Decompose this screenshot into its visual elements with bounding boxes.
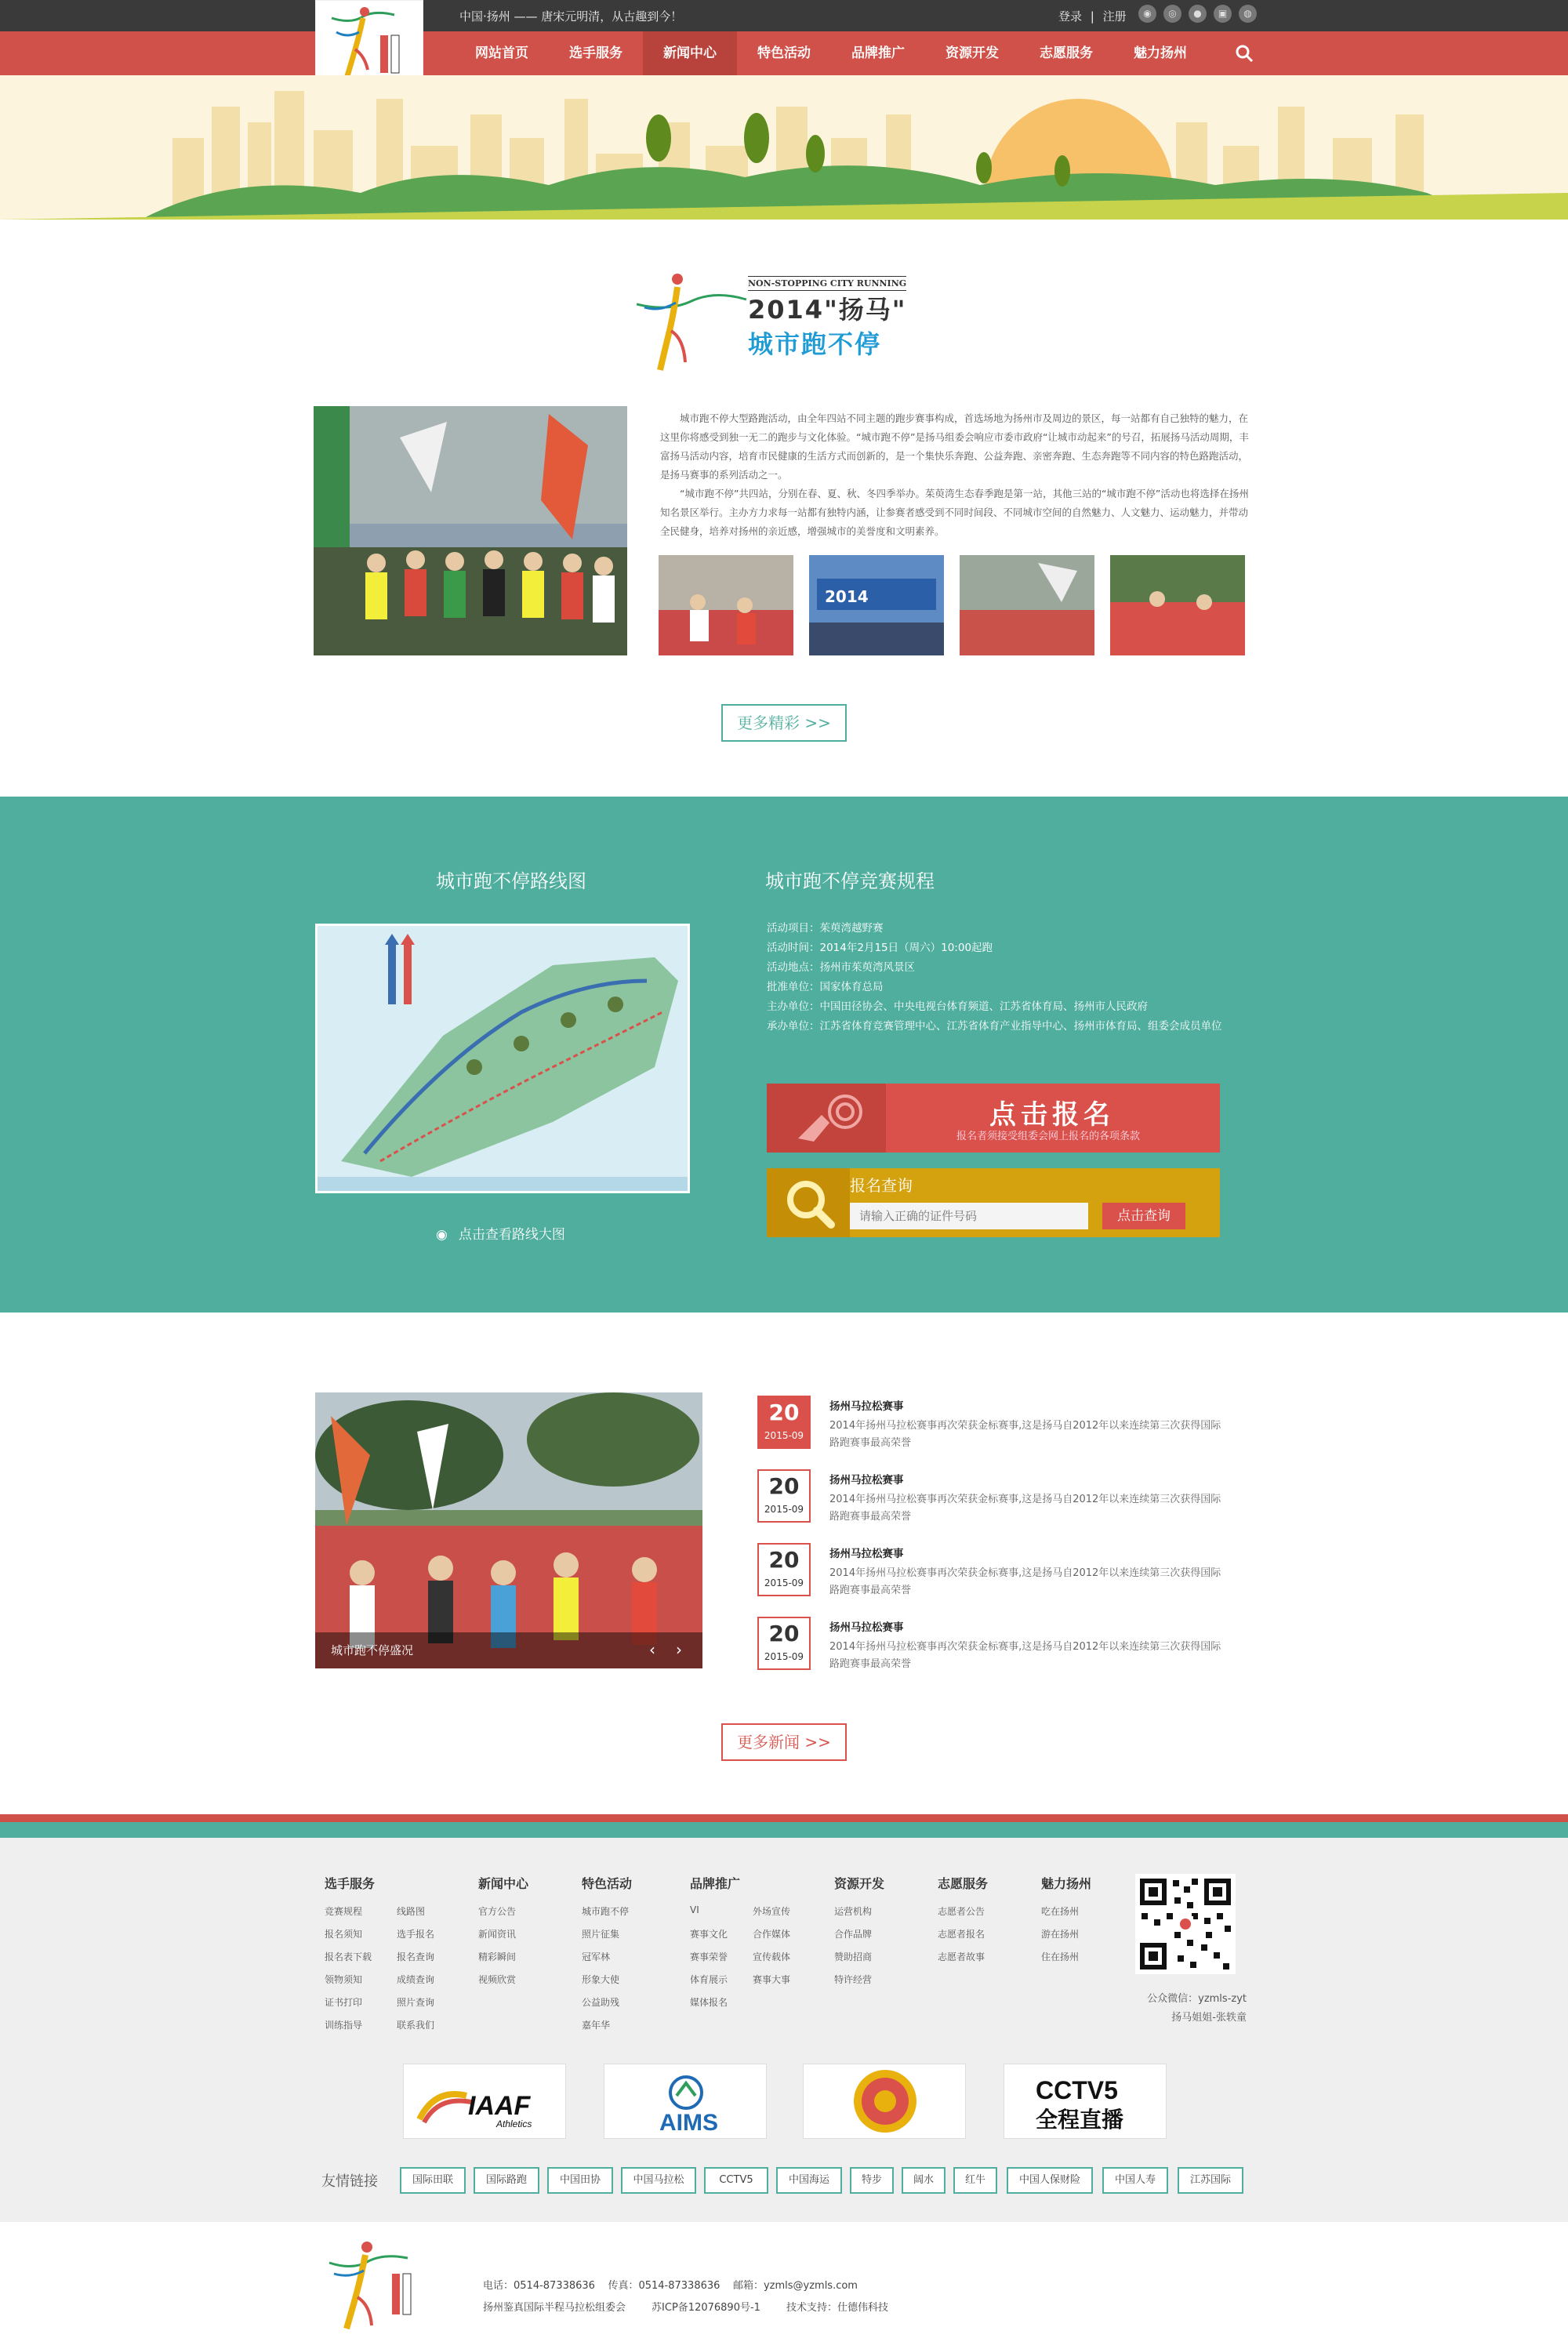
footer-link[interactable]: 志愿者报名 [938, 1929, 985, 1940]
news-date [757, 1396, 811, 1449]
query-icon-area [767, 1168, 850, 1237]
query-label: 报名查询 [850, 1176, 913, 1195]
footer-stripe-red [0, 1814, 1568, 1822]
footer-link[interactable]: VI [690, 1904, 699, 1915]
signup-query-panel [767, 1168, 1220, 1237]
news-item[interactable] [757, 1543, 1251, 1601]
contact-line-2: 扬州鉴真国际半程马拉松组委会 苏ICP备12076890号-1 技术支持：仕德伟科技 [483, 2302, 888, 2314]
register-link[interactable]: 注册 [1102, 9, 1127, 24]
hand-click-icon [767, 1084, 886, 1153]
footer-col-title: 资源开发 [834, 1876, 885, 1891]
friend-link[interactable]: 中国人保财险 [1007, 2167, 1093, 2194]
footer-link[interactable]: 媒体报名 [690, 1997, 728, 2008]
live-text: 全程直播 [1036, 2107, 1124, 2133]
news-item[interactable] [757, 1617, 1251, 1675]
footer-link[interactable]: 宣传载体 [753, 1951, 791, 1962]
main-nav [0, 31, 1568, 75]
footer-link[interactable]: 成绩查询 [397, 1974, 435, 1985]
login-link[interactable]: 登录 [1058, 9, 1083, 24]
footer-link[interactable]: 报名须知 [325, 1929, 363, 1940]
view-route-link[interactable] [436, 1223, 565, 1243]
iaaf-text: IAAF [468, 2091, 531, 2121]
signup-title: 点击报名 [989, 1099, 1115, 1131]
footer-col-title: 特色活动 [582, 1876, 633, 1891]
route-title: 城市跑不停路线图 [436, 870, 586, 892]
rules-line: 主办单位：中国田径协会、中央电视台体育频道、江苏省体育局、扬州市人民政府 [767, 1000, 1148, 1013]
thumbnail-4[interactable] [1110, 555, 1245, 655]
friend-link[interactable]: 国际田联 [400, 2167, 466, 2194]
marathon-crowd-photo [314, 406, 627, 655]
news-day: 20 [768, 1621, 800, 1646]
rules-title: 城市跑不停竞赛规程 [765, 870, 935, 892]
friend-link[interactable]: 中国海运 [776, 2167, 842, 2194]
nav-item-home[interactable]: 网站首页 [475, 45, 528, 61]
news-date [757, 1617, 811, 1670]
rules-line: 活动项目：茱萸湾越野赛 [767, 922, 884, 935]
footer-link[interactable]: 嘉年华 [582, 2020, 611, 2031]
footer-link[interactable]: 新闻资讯 [478, 1929, 517, 1940]
footer-link[interactable]: 联系我们 [397, 2020, 435, 2031]
footer-link[interactable]: 选手报名 [397, 1929, 435, 1940]
news-year-month: 2015-09 [764, 1651, 804, 1662]
search-icon[interactable] [1233, 42, 1255, 64]
news-summary: 2014年扬州马拉松赛事再次荣获金标赛事,这是扬马自2012年以来连续第三次获得国际路跑赛事最高荣誉 [829, 1641, 1221, 1670]
douban-icon[interactable]: ▣ [1214, 5, 1232, 23]
footer-link[interactable]: 照片征集 [582, 1929, 620, 1940]
footer-link[interactable]: 城市跑不停 [582, 1906, 630, 1917]
footer-col-title: 魅力扬州 [1041, 1876, 1092, 1891]
intro-photo[interactable] [314, 406, 627, 655]
thumbnail-2[interactable] [809, 555, 944, 655]
footer-link[interactable]: 赛事大事 [753, 1974, 791, 1985]
footer-col-news [478, 1874, 528, 1986]
footer-link[interactable]: 运营机构 [834, 1906, 873, 1917]
news-summary: 2014年扬州马拉松赛事再次荣获金标赛事,这是扬马自2012年以来连续第三次获得国际路跑赛事最高荣誉 [829, 1494, 1221, 1523]
logo-sub-text: 城市跑不停 [748, 329, 882, 359]
contact-line-1: 电话：0514-87338636 传真：0514-87338636 邮箱：yzmls@yzmls.com [483, 2280, 858, 2292]
nav-item-activities[interactable]: 特色活动 [757, 45, 811, 61]
intro-thumbnails [659, 555, 1245, 655]
rules-line: 批准单位：国家体育总局 [767, 981, 884, 993]
rules-line: 活动时间：2014年2月15日（周六）10:00起跑 [767, 942, 993, 954]
news-day: 20 [768, 1400, 800, 1425]
cctv5-text: CCTV5 [1036, 2076, 1118, 2104]
query-button[interactable]: 点击查询 [1102, 1203, 1185, 1229]
signup-subtitle: 报名者须接受组委会网上报名的各项条款 [956, 1131, 1141, 1142]
partner-caa[interactable] [803, 2064, 966, 2139]
footer-stripe-teal [0, 1822, 1568, 1838]
footer-link[interactable]: 特许经营 [834, 1974, 873, 1985]
partner-aims[interactable] [604, 2064, 767, 2139]
logo-title-text: 2014"扬马" [748, 295, 907, 325]
rules-line: 承办单位：江苏省体育竞赛管理中心、江苏省体育产业指导中心、扬州市体育局、组委会成员单位 [767, 1020, 1222, 1033]
renren-icon[interactable]: ● [1189, 5, 1207, 23]
footer-link[interactable]: 赛事文化 [690, 1929, 728, 1940]
footer-link[interactable]: 赛事荣誉 [690, 1951, 728, 1962]
footer-link[interactable]: 赞助招商 [834, 1951, 873, 1962]
footer-link[interactable]: 体育展示 [690, 1974, 728, 1985]
friend-link[interactable]: 特步 [850, 2167, 894, 2194]
nav-item-news[interactable]: 新闻中心 [643, 31, 737, 75]
aims-logo-icon [604, 2064, 766, 2138]
news-summary: 2014年扬州马拉松赛事再次荣获金标赛事,这是扬马自2012年以来连续第三次获得国际路跑赛事最高荣誉 [829, 1420, 1221, 1449]
footer-link[interactable]: 合作媒体 [753, 1929, 791, 1940]
city-runners-illustration [0, 75, 1568, 220]
footer-col-brand [690, 1874, 790, 2009]
top-bar [0, 0, 1568, 31]
nav-item-yangzhou[interactable]: 魅力扬州 [1134, 45, 1187, 61]
nav-item-volunteer[interactable]: 志愿服务 [1040, 45, 1093, 61]
friend-link[interactable]: 江苏国际 [1178, 2167, 1243, 2194]
footer-link[interactable]: 形象大使 [582, 1974, 620, 1985]
eye-icon: ◉ [436, 1227, 448, 1243]
footer-link[interactable]: 吃在扬州 [1041, 1906, 1080, 1917]
footer-link[interactable]: 视频欣赏 [478, 1974, 517, 1985]
more-news-button[interactable]: 更多新闻 >> [721, 1723, 847, 1761]
news-summary: 2014年扬州马拉松赛事再次荣获金标赛事,这是扬马自2012年以来连续第三次获得国际路跑赛事最高荣誉 [829, 1567, 1221, 1596]
footer-link[interactable]: 公益助残 [582, 1997, 620, 2008]
footer-link[interactable]: 训练指导 [325, 2020, 363, 2031]
friend-link[interactable]: 中国马拉松 [621, 2167, 696, 2194]
footer-link[interactable]: 证书打印 [325, 1997, 363, 2008]
qr-wechat-id: 公众微信：yzmls-zyt [1147, 1993, 1247, 2005]
slide-prev-button[interactable]: ‹ [649, 1640, 655, 1659]
auth-links [1058, 8, 1127, 24]
rules-list [767, 919, 1222, 1036]
news-slideshow[interactable] [315, 1392, 702, 1668]
footer-link[interactable]: 合作品牌 [834, 1929, 873, 1940]
cctv5-logo-icon [1004, 2064, 1166, 2138]
footer-logo [321, 2231, 439, 2330]
footer-link[interactable]: 领物须知 [325, 1974, 363, 1985]
intro-paragraph-1: 城市跑不停大型路跑活动，由全年四站不同主题的跑步赛事构成，首选场地为扬州市及周边的景区，每一站都有自己独特的魅力，在这里你将感受到独一无二的跑步与文化体验。“城市跑不停”是扬马组委会响应市委市政府“让城市动起来”的号召，拓展扬马活动周期，丰富扬马活动内容，培育市民健康的生活方式而创新的，是一个集快乐奔跑、公益奔跑、亲密奔跑、生态奔跑等不同内容的特色路跑活动，是扬马赛事的系列活动之一。 [660, 412, 1249, 481]
footer-col-title: 志愿服务 [938, 1876, 989, 1891]
route-map[interactable] [315, 924, 690, 1193]
nav-item-brand[interactable]: 品牌推广 [851, 45, 905, 61]
friend-links-label: 友情链接 [321, 2173, 378, 2190]
footer-link[interactable]: 住在扬州 [1041, 1951, 1080, 1962]
city-running-logo [637, 263, 935, 373]
partner-cctv5[interactable] [1004, 2064, 1167, 2139]
footer-col-title: 品牌推广 [690, 1876, 741, 1891]
rules-line: 活动地点：扬州市茱萸湾风景区 [767, 961, 915, 974]
footer-link[interactable]: 报名查询 [397, 1951, 435, 1962]
id-number-input[interactable] [850, 1203, 1088, 1229]
contact-info [483, 2275, 888, 2319]
news-year-month: 2015-09 [764, 1430, 804, 1441]
sina-icon[interactable]: ◉ [1138, 5, 1156, 23]
thumbnail-3[interactable] [960, 555, 1094, 655]
friend-link[interactable]: 阔水 [902, 2167, 946, 2194]
footer-link[interactable]: 外场宣传 [753, 1906, 791, 1917]
news-year-month: 2015-09 [764, 1504, 804, 1515]
friend-link[interactable]: 中国田协 [547, 2167, 613, 2194]
signup-icon-area [767, 1084, 886, 1153]
footer-link[interactable]: 冠军林 [582, 1951, 611, 1962]
nav-item-resources[interactable]: 资源开发 [946, 45, 999, 61]
slide-caption: 城市跑不停盛况 [315, 1632, 702, 1668]
footer-link[interactable]: 照片查询 [397, 1997, 435, 2008]
site-slogan: 中国·扬州 —— 唐宋元明清，从古趣到今！ [459, 9, 683, 24]
news-day: 20 [768, 1473, 800, 1499]
chinese-athletics-association-logo-icon [804, 2064, 965, 2138]
wechat-qr-code [1135, 1874, 1236, 1974]
footer-link[interactable]: 游在扬州 [1041, 1929, 1080, 1940]
news-day: 20 [768, 1547, 800, 1573]
footer-link[interactable]: 志愿者公告 [938, 1906, 985, 1917]
news-title[interactable]: 扬州马拉松赛事 [829, 1400, 904, 1413]
qr-contact-name: 扬马姐姐-张轶童 [1171, 2012, 1247, 2024]
svg-text:2014: 2014 [825, 587, 869, 606]
runner-logo-icon [321, 2231, 439, 2330]
friend-link[interactable]: 中国人寿 [1102, 2167, 1168, 2194]
hero-banner [0, 75, 1568, 220]
aims-text: AIMS [659, 2110, 718, 2136]
qr-code-icon [1135, 1874, 1236, 1974]
view-route-label: 点击查看路线大图 [458, 1227, 565, 1243]
nav-item-player-service[interactable]: 选手服务 [569, 45, 622, 61]
thumbnail-1[interactable] [659, 555, 793, 655]
logo-en-text: NON-STOPPING CITY RUNNING [748, 276, 906, 291]
news-title[interactable]: 扬州马拉松赛事 [829, 1621, 904, 1634]
news-photo-image [315, 1392, 702, 1668]
signup-button[interactable] [767, 1084, 1220, 1153]
footer-link[interactable]: 报名表下载 [325, 1951, 372, 1962]
footer-col-volunteer [938, 1874, 988, 1963]
magnifier-icon [767, 1168, 850, 1237]
social-icons [1138, 5, 1257, 23]
route-map-image [318, 926, 688, 1191]
iaaf-logo-icon [404, 2064, 565, 2138]
footer-col-activities [582, 1874, 632, 2031]
auth-separator: | [1090, 9, 1094, 24]
footer-link[interactable]: 官方公告 [478, 1906, 517, 1917]
friend-link[interactable]: 国际路跑 [474, 2167, 539, 2194]
athletics-text: Athletics [496, 2118, 532, 2129]
friend-link[interactable]: CCTV5 [704, 2167, 768, 2194]
slide-next-button[interactable]: › [676, 1640, 682, 1659]
qr-caption [1101, 1990, 1247, 2028]
news-title[interactable]: 扬州马拉松赛事 [829, 1548, 904, 1560]
footer-link[interactable]: 竞赛规程 [325, 1906, 363, 1917]
intro-paragraph-2: “城市跑不停”共四站，分别在春、夏、秋、冬四季举办。茱萸湾生态春季跑是第一站，其他三站的“城市跑不停”活动也将选择在扬州知名景区举行。主办方力求每一站都有独特内涵，让参赛者感受到不同时间段、不同城市空间的自然魅力、人文魅力、运动魅力，并带动全民健身，培养对扬州的亲近感，增强城市的美誉度和文明素养。 [660, 488, 1249, 537]
wechat-icon[interactable]: ◍ [1239, 5, 1257, 23]
tencent-icon[interactable]: ◎ [1163, 5, 1181, 23]
footer-col-yangzhou [1041, 1874, 1091, 1963]
news-date [757, 1543, 811, 1596]
footer-col-title: 选手服务 [325, 1876, 376, 1891]
footer-link[interactable]: 线路图 [397, 1906, 426, 1917]
nav-items [455, 31, 1207, 75]
news-date [757, 1469, 811, 1523]
news-item[interactable] [757, 1469, 1251, 1527]
footer-link[interactable]: 精彩瞬间 [478, 1951, 517, 1962]
news-title[interactable]: 扬州马拉松赛事 [829, 1474, 904, 1487]
friend-link[interactable]: 红牛 [953, 2167, 997, 2194]
news-item[interactable] [757, 1396, 1251, 1454]
footer-col-title: 新闻中心 [478, 1876, 529, 1891]
more-highlights-button[interactable]: 更多精彩 >> [721, 704, 847, 742]
intro-description [660, 409, 1250, 541]
footer-col-resources [834, 1874, 884, 1986]
footer-link[interactable]: 志愿者故事 [938, 1951, 985, 1962]
footer-col-player-service [325, 1874, 434, 2031]
news-year-month: 2015-09 [764, 1577, 804, 1588]
partner-iaaf[interactable] [403, 2064, 566, 2139]
